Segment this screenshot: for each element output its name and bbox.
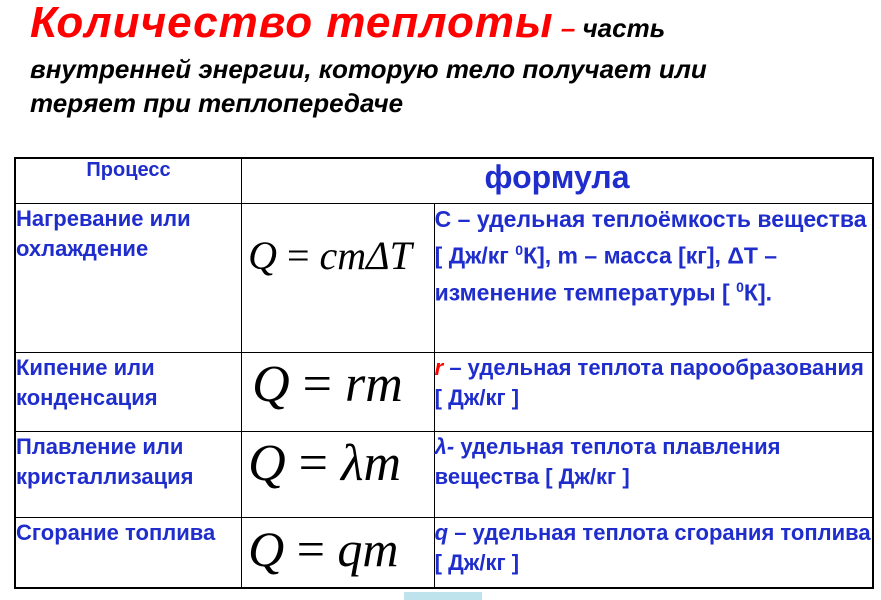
process-heating: Нагревание или охлаждение [15, 204, 242, 353]
symbol-r: r [434, 355, 444, 380]
table-row [15, 518, 873, 588]
title-dash: – [553, 13, 583, 43]
header-formula: формула [242, 158, 873, 204]
title-definition-line3: теряет при теплопередаче [30, 88, 404, 118]
heat-formulas-table [14, 157, 874, 589]
title-definition-start: часть [582, 13, 666, 43]
table-header-row [15, 158, 873, 204]
formula-heating: Q = cmΔT [248, 233, 412, 278]
process-melting: Плавление или кристаллизация [15, 432, 242, 518]
formula-combustion: Q = qm [248, 521, 399, 577]
formula-cell [242, 353, 435, 432]
formula-melting: Q = λm [248, 435, 402, 492]
description-melting: λ- удельная теплота плавления вещества [ Дж/кг ] [434, 432, 873, 518]
formula-cell [242, 204, 435, 353]
process-boiling: Кипение или конденсация [15, 353, 242, 432]
title-block [30, 0, 870, 120]
process-combustion: Сгорание топлива [15, 518, 242, 588]
title-definition-line2: внутренней энергии, которую тело получает или [30, 54, 707, 84]
formula-cell [242, 432, 435, 518]
bottom-tab-marker [404, 592, 482, 600]
symbol-lambda: λ- [434, 434, 455, 459]
description-heating: С – удельная теплоёмкость вещества [ Дж/кг $^0$К], m – масса [кг], ΔТ – изменение температуры [ $^0$К]. [434, 204, 873, 353]
header-process: Процесс [15, 158, 242, 204]
symbol-q: q [434, 520, 449, 545]
symbol-c: С [434, 206, 452, 232]
table-row [15, 204, 873, 353]
description-boiling: r – удельная теплота парообразования [ Дж/кг ] [434, 353, 873, 432]
page-title: Количество теплоты [30, 0, 554, 47]
formula-boiling: Q = rm [252, 356, 403, 413]
description-combustion: q – удельная теплота сгорания топлива [ Дж/кг ] [434, 518, 873, 588]
table-row [15, 432, 873, 518]
table-row [15, 353, 873, 432]
formula-cell [242, 518, 435, 588]
